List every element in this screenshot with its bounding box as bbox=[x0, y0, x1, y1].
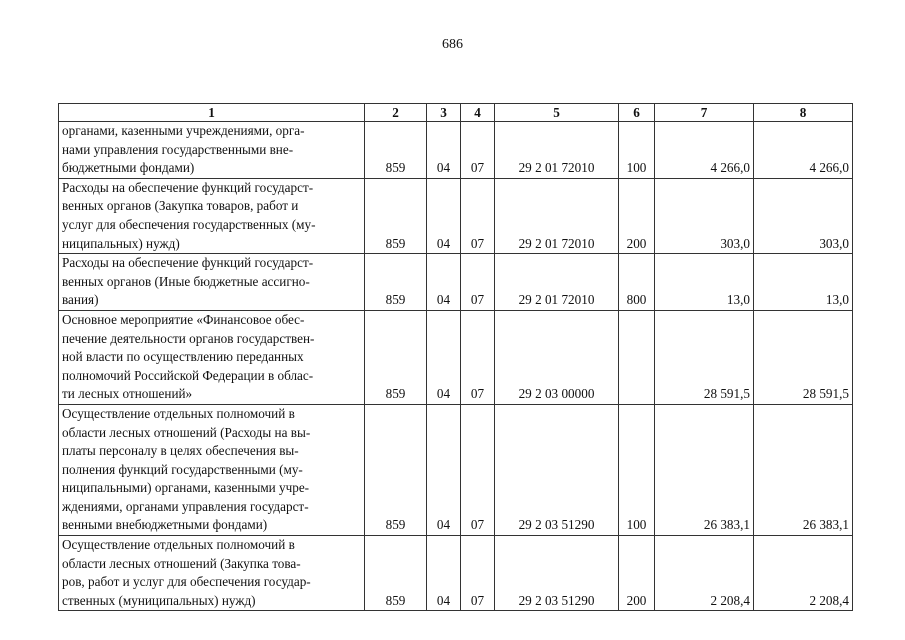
description-line: области лесных отношений (Расходы на вы- bbox=[62, 424, 311, 440]
description-line: венных органов (Иные бюджетные ассигно- bbox=[62, 273, 310, 289]
column-header: 3 bbox=[427, 104, 461, 122]
cell-gov-code: 859 bbox=[365, 536, 427, 611]
cell-description bbox=[59, 310, 365, 404]
description-line: платы персоналу в целях обеспечения вы- bbox=[62, 443, 299, 459]
cell-description bbox=[59, 122, 365, 179]
column-header: 6 bbox=[619, 104, 655, 122]
cell-amount-8: 28 591,5 bbox=[754, 310, 853, 404]
description-line: ниципальных) нужд) bbox=[62, 235, 180, 251]
cell-subsection: 07 bbox=[461, 310, 495, 404]
description-line: органами, казенными учреждениями, орга- bbox=[62, 123, 305, 138]
page-number: 686 bbox=[442, 37, 463, 52]
description-line: ров, работ и услуг для обеспечения государ- bbox=[62, 574, 311, 590]
description-line: Расходы на обеспечение функций государст- bbox=[62, 179, 314, 195]
description-line: услуг для обеспечения государственных (му- bbox=[62, 216, 316, 232]
cell-target-article: 29 2 01 72010 bbox=[495, 122, 619, 179]
cell-subsection: 07 bbox=[461, 178, 495, 253]
description-line: венных органов (Закупка товаров, работ и bbox=[62, 198, 299, 214]
cell-expense-type: 100 bbox=[619, 404, 655, 535]
cell-amount-7: 13,0 bbox=[655, 254, 754, 311]
table-row bbox=[59, 122, 853, 179]
cell-expense-type bbox=[619, 310, 655, 404]
cell-section: 04 bbox=[427, 536, 461, 611]
cell-gov-code: 859 bbox=[365, 310, 427, 404]
column-header: 5 bbox=[495, 104, 619, 122]
cell-subsection: 07 bbox=[461, 404, 495, 535]
cell-gov-code: 859 bbox=[365, 178, 427, 253]
table-row bbox=[59, 178, 853, 253]
cell-gov-code: 859 bbox=[365, 122, 427, 179]
description-line: ниципальными) органами, казенными учре- bbox=[62, 480, 310, 496]
table-row bbox=[59, 404, 853, 535]
table-body bbox=[59, 122, 853, 611]
cell-section: 04 bbox=[427, 122, 461, 179]
column-header: 1 bbox=[59, 104, 365, 122]
description-line: ждениями, органами управления государст- bbox=[62, 498, 309, 514]
table-row bbox=[59, 310, 853, 404]
cell-gov-code: 859 bbox=[365, 254, 427, 311]
cell-section: 04 bbox=[427, 310, 461, 404]
description-line: Основное мероприятие «Финансовое обес- bbox=[62, 311, 305, 327]
cell-amount-8: 4 266,0 bbox=[754, 122, 853, 179]
table-row bbox=[59, 536, 853, 611]
cell-amount-7: 303,0 bbox=[655, 178, 754, 253]
cell-amount-7: 2 208,4 bbox=[655, 536, 754, 611]
description-line: полнения функций государственными (му- bbox=[62, 461, 303, 477]
cell-section: 04 bbox=[427, 254, 461, 311]
cell-amount-7: 4 266,0 bbox=[655, 122, 754, 179]
description-line: ной власти по осуществлению переданных bbox=[62, 349, 304, 365]
budget-table bbox=[58, 103, 853, 611]
cell-description bbox=[59, 178, 365, 253]
cell-section: 04 bbox=[427, 178, 461, 253]
cell-amount-8: 26 383,1 bbox=[754, 404, 853, 535]
cell-gov-code: 859 bbox=[365, 404, 427, 535]
cell-description bbox=[59, 404, 365, 535]
description-line: бюджетными фондами) bbox=[62, 160, 195, 176]
cell-expense-type: 200 bbox=[619, 536, 655, 611]
column-header: 4 bbox=[461, 104, 495, 122]
cell-target-article: 29 2 01 72010 bbox=[495, 178, 619, 253]
description-line: полномочий Российской Федерации в облас- bbox=[62, 367, 314, 383]
cell-amount-8: 2 208,4 bbox=[754, 536, 853, 611]
description-line: ственных (муниципальных) нужд) bbox=[62, 592, 256, 608]
description-line: ти лесных отношений» bbox=[62, 386, 193, 402]
cell-expense-type: 200 bbox=[619, 178, 655, 253]
cell-target-article: 29 2 03 00000 bbox=[495, 310, 619, 404]
description-line: нами управления государственными вне- bbox=[62, 141, 294, 157]
description-line: Осуществление отдельных полномочий в bbox=[62, 537, 295, 553]
cell-amount-8: 13,0 bbox=[754, 254, 853, 311]
description-line: области лесных отношений (Закупка това- bbox=[62, 555, 301, 571]
description-line: Расходы на обеспечение функций государст- bbox=[62, 255, 314, 271]
cell-amount-7: 26 383,1 bbox=[655, 404, 754, 535]
description-line: венными внебюджетными фондами) bbox=[62, 517, 268, 533]
column-header: 7 bbox=[655, 104, 754, 122]
cell-expense-type: 800 bbox=[619, 254, 655, 311]
cell-subsection: 07 bbox=[461, 536, 495, 611]
table-row bbox=[59, 254, 853, 311]
description-line: печение деятельности органов государствен- bbox=[62, 330, 315, 346]
cell-subsection: 07 bbox=[461, 122, 495, 179]
cell-amount-8: 303,0 bbox=[754, 178, 853, 253]
cell-description bbox=[59, 536, 365, 611]
description-line: Осуществление отдельных полномочий в bbox=[62, 405, 295, 421]
header-row bbox=[59, 104, 853, 122]
cell-expense-type: 100 bbox=[619, 122, 655, 179]
cell-target-article: 29 2 03 51290 bbox=[495, 536, 619, 611]
column-header: 8 bbox=[754, 104, 853, 122]
description-line: вания) bbox=[62, 292, 99, 308]
cell-target-article: 29 2 03 51290 bbox=[495, 404, 619, 535]
cell-section: 04 bbox=[427, 404, 461, 535]
cell-subsection: 07 bbox=[461, 254, 495, 311]
cell-amount-7: 28 591,5 bbox=[655, 310, 754, 404]
column-header: 2 bbox=[365, 104, 427, 122]
cell-description bbox=[59, 254, 365, 311]
cell-target-article: 29 2 01 72010 bbox=[495, 254, 619, 311]
